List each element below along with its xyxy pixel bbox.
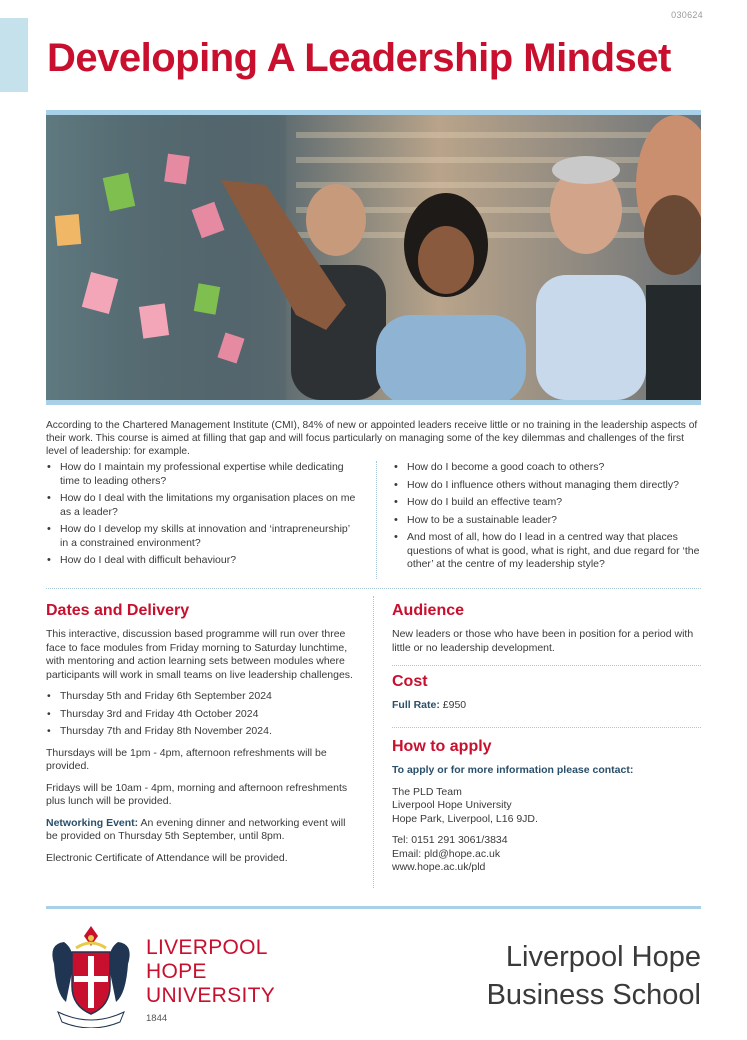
contact-details (392, 834, 702, 875)
column-divider (373, 596, 374, 888)
section-divider (392, 665, 701, 666)
thursdays-info: Thursdays will be 1pm - 4pm, afternoon refreshments will be provided. (46, 746, 327, 772)
section-divider (392, 727, 701, 728)
wordmark-line: UNIVERSITY (146, 984, 276, 1007)
address-line: Hope Park, Liverpool, L16 9JD. (392, 812, 538, 825)
cost-heading: Cost (392, 673, 428, 690)
wordmark-line: LIVERPOOL (146, 936, 268, 959)
question-item: • How to be a sustainable leader? (393, 514, 706, 528)
audience-heading: Audience (392, 602, 465, 619)
school-line: Liverpool Hope (505, 941, 701, 973)
address-line: The PLD Team (392, 785, 462, 798)
question-item: • How do I influence others without managing them directly? (393, 479, 706, 493)
cost-section (392, 673, 702, 721)
session-item: • Thursday 3rd and Friday 4th October 2024 (46, 708, 358, 722)
audience-section (392, 602, 702, 663)
question-item: • And most of all, how do I lead in a centred way that places questions of what is good, what is right, and due regard for ‘the other’ at the centre of my leadership style? (393, 531, 706, 572)
cost-label: Full Rate: (392, 699, 440, 711)
questions-left-column (46, 461, 358, 572)
contact-phone: Tel: 0151 291 3061/3834 (392, 834, 508, 846)
section-divider (46, 588, 701, 589)
questions-right-column (376, 461, 706, 579)
session-item: • Thursday 7th and Friday 8th November 2024. (46, 725, 358, 739)
document-code: 030624 (671, 10, 703, 20)
dates-heading: Dates and Delivery (46, 602, 190, 619)
question-item: • How do I develop my skills at innovation and ‘intrapreneurship’ in a constrained environment? (46, 523, 358, 550)
apply-prompt (392, 764, 702, 778)
question-item: • How do I become a good coach to others? (393, 461, 706, 475)
dates-description: This interactive, discussion based programme will run over three face to face modules from Friday morning to Saturday lunchtime, with mentoring and action learning sets between modules where participants will work in small teams on live leadership challenges. (46, 628, 353, 681)
question-item: • How do I deal with the limitations my organisation places on me as a leader? (46, 492, 358, 519)
networking-label: Networking Event: (46, 816, 139, 829)
cost-value: £950 (439, 699, 467, 711)
corner-tab (0, 18, 28, 92)
certificate-info: Electronic Certificate of Attendance will be provided. (46, 851, 288, 864)
page-title: Developing A Leadership Mindset (47, 36, 671, 80)
apply-heading: How to apply (392, 738, 492, 755)
audience-text: New leaders or those who have been in position for a period with little or no leadership development. (392, 628, 694, 654)
footer-divider (46, 906, 701, 909)
contact-website[interactable]: www.hope.ac.uk/pld (392, 861, 486, 873)
contact-address (392, 786, 702, 827)
business-school-name (487, 938, 701, 1014)
hero-photo-illustration (46, 115, 701, 400)
session-list (46, 690, 358, 739)
session-item: • Thursday 5th and Friday 6th September 2024 (46, 690, 358, 704)
question-item: • How do I deal with difficult behaviour? (46, 554, 358, 568)
contact-email[interactable]: Email: pld@hope.ac.uk (392, 847, 501, 860)
apply-section (392, 738, 702, 883)
founding-year: 1844 (146, 1013, 168, 1024)
intro-paragraph: According to the Chartered Management Institute (CMI), 84% of new or appointed leaders receive little or no training in the leadership aspects of their work. This course is aimed at filling that gap and will focus particularly on managing some of the key dilemmas and challenges of the first level of leadership: for example. (46, 420, 698, 457)
university-crest-icon (46, 924, 136, 1033)
networking-text: An evening dinner and networking event will be provided on Thursday 5th September, until 8pm. (46, 816, 346, 842)
fridays-info: Fridays will be 10am - 4pm, morning and afternoon refreshments plus lunch will be provided. (46, 781, 348, 807)
question-item: • How do I maintain my professional expertise while dedicating time to leading others? (46, 461, 358, 488)
apply-prompt-text: To apply or for more information please contact: (392, 764, 634, 776)
address-line: Liverpool Hope University (392, 799, 512, 811)
cost-line (392, 699, 702, 713)
question-item: • How do I build an effective team? (393, 496, 706, 510)
hero-photo (46, 110, 701, 405)
wordmark-line: HOPE (146, 960, 207, 983)
university-wordmark (146, 936, 275, 1008)
networking-info (46, 817, 358, 844)
dates-section (46, 602, 358, 873)
school-line: Business School (486, 979, 701, 1011)
